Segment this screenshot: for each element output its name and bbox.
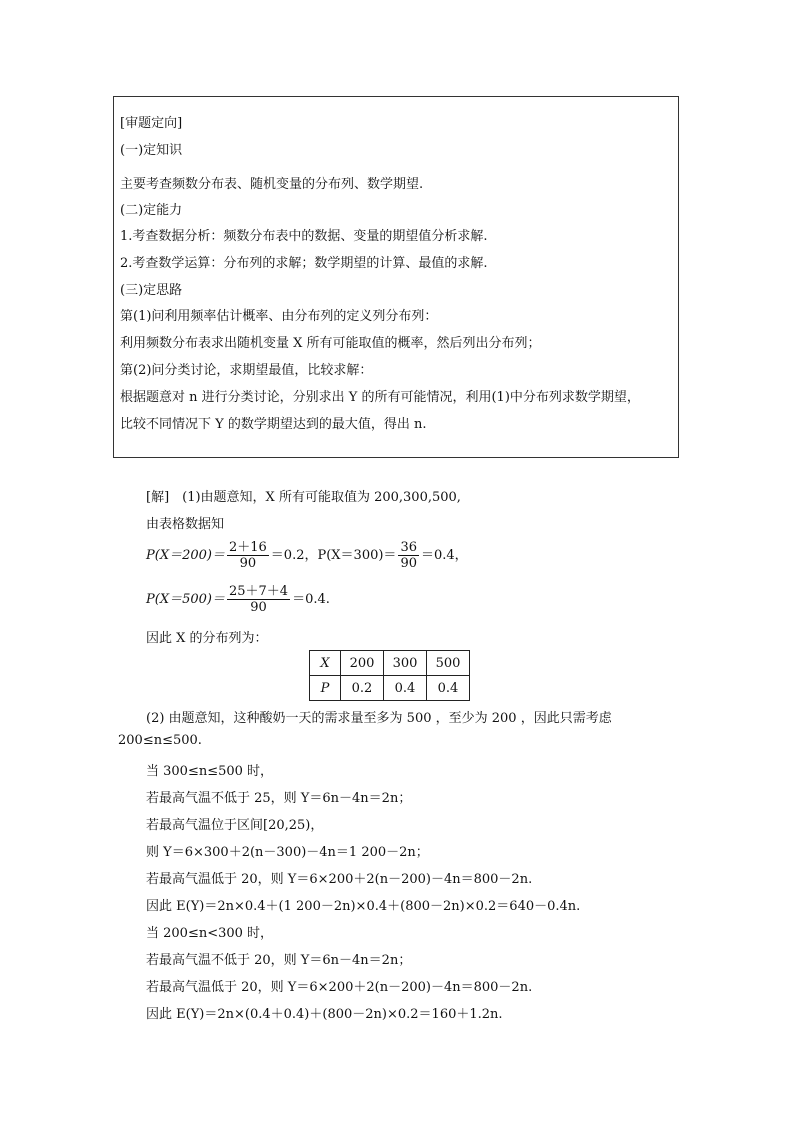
section3-line1: 第(1)问利用频率估计概率、由分布列的定义列分布列： <box>120 309 438 324</box>
probability-line-2 <box>146 584 330 615</box>
part2-line9: 当 200≤n<300 时， <box>146 926 274 941</box>
p200-fraction <box>227 540 269 571</box>
box-heading: [审题定向] <box>120 116 183 131</box>
table-cell: P <box>310 676 341 701</box>
p500-right: ＝0.4. <box>292 592 330 607</box>
section3-line2: 利用频数分布表求出随机变量 X 所有可能取值的概率，然后列出分布列； <box>120 336 541 351</box>
p300-fraction <box>398 540 419 571</box>
p300-denominator: 90 <box>400 556 417 571</box>
part2-line4: 若最高气温不低于 25，则 Y＝6n－4n＝2n； <box>146 791 412 806</box>
part2-line6: 则 Y＝6×300＋2(n－300)－4n＝1 200－2n； <box>146 845 429 860</box>
part2-line10: 若最高气温不低于 20，则 Y＝6n－4n＝2n； <box>146 953 412 968</box>
table-cell: 0.4 <box>427 676 470 701</box>
section2-title: (二)定能力 <box>120 203 183 218</box>
table-cell: X <box>310 651 341 676</box>
table-source-text: 由表格数据知 <box>146 517 225 532</box>
p200-numerator: 2＋16 <box>228 540 267 555</box>
section1-title: (一)定知识 <box>120 143 183 158</box>
p300-numerator: 36 <box>400 540 417 555</box>
part2-line7: 若最高气温低于 20，则 Y＝6×200＋2(n－200)－4n＝800－2n. <box>146 872 533 887</box>
part2-line3: 当 300≤n≤500 时， <box>146 764 274 779</box>
part2-line1: (2) 由题意知，这种酸奶一天的需求量至多为 500 ，至少为 200 ，因此只需考虑 <box>146 711 612 726</box>
part2-line8: 因此 E(Y)＝2n×0.4＋(1 200－2n)×0.4＋(800－2n)×0.2＝640－0.4n. <box>146 899 581 914</box>
section3-line3: 第(2)问分类讨论，求期望最值，比较求解： <box>120 363 373 378</box>
table-cell: 500 <box>427 651 470 676</box>
solution-intro: [解] (1)由题意知，X 所有可能取值为 200,300,500, <box>146 490 461 505</box>
table-cell: 0.4 <box>384 676 427 701</box>
part2-line12: 因此 E(Y)＝2n×(0.4＋0.4)＋(800－2n)×0.2＝160＋1.2n. <box>146 1007 503 1022</box>
p500-denominator: 90 <box>250 600 267 615</box>
section3-title: (三)定思路 <box>120 283 183 298</box>
p500-numerator: 25＋7＋4 <box>228 584 289 599</box>
p300-right: ＝0.4， <box>420 548 468 563</box>
distribution-label: 因此 X 的分布列为： <box>146 631 268 646</box>
part2-line11: 若最高气温低于 20，则 Y＝6×200＋2(n－200)－4n＝800－2n. <box>146 980 533 995</box>
probability-line-1 <box>146 540 468 571</box>
p200-mid: ＝0.2，P(X＝300)＝ <box>270 548 397 563</box>
table-row <box>310 651 470 676</box>
p500-left: P(X＝500)＝ <box>146 592 225 607</box>
section3-line5: 比较不同情况下 Y 的数学期望达到的最大值，得出 n. <box>120 417 427 432</box>
section3-line4: 根据题意对 n 进行分类讨论，分别求出 Y 的所有可能情况，利用(1)中分布列求数学期望， <box>120 390 640 405</box>
section2-line2: 2.考查数学运算：分布列的求解；数学期望的计算、最值的求解. <box>120 256 488 271</box>
table-cell: 300 <box>384 651 427 676</box>
part2-line5: 若最高气温位于区间[20,25)， <box>146 818 324 833</box>
part2-line2: 200≤n≤500. <box>118 733 202 748</box>
table-cell: 200 <box>341 651 384 676</box>
p200-denominator: 90 <box>239 556 257 571</box>
table-cell: 0.2 <box>341 676 384 701</box>
section2-line1: 1.考查数据分析：频数分布表中的数据、变量的期望值分析求解. <box>120 229 488 244</box>
table-row <box>310 676 470 701</box>
distribution-table <box>309 650 470 701</box>
section1-text: 主要考查频数分布表、随机变量的分布列、数学期望. <box>120 177 424 192</box>
p200-left: P(X＝200)＝ <box>146 548 225 563</box>
analysis-box <box>113 96 679 458</box>
p500-fraction <box>227 584 290 615</box>
